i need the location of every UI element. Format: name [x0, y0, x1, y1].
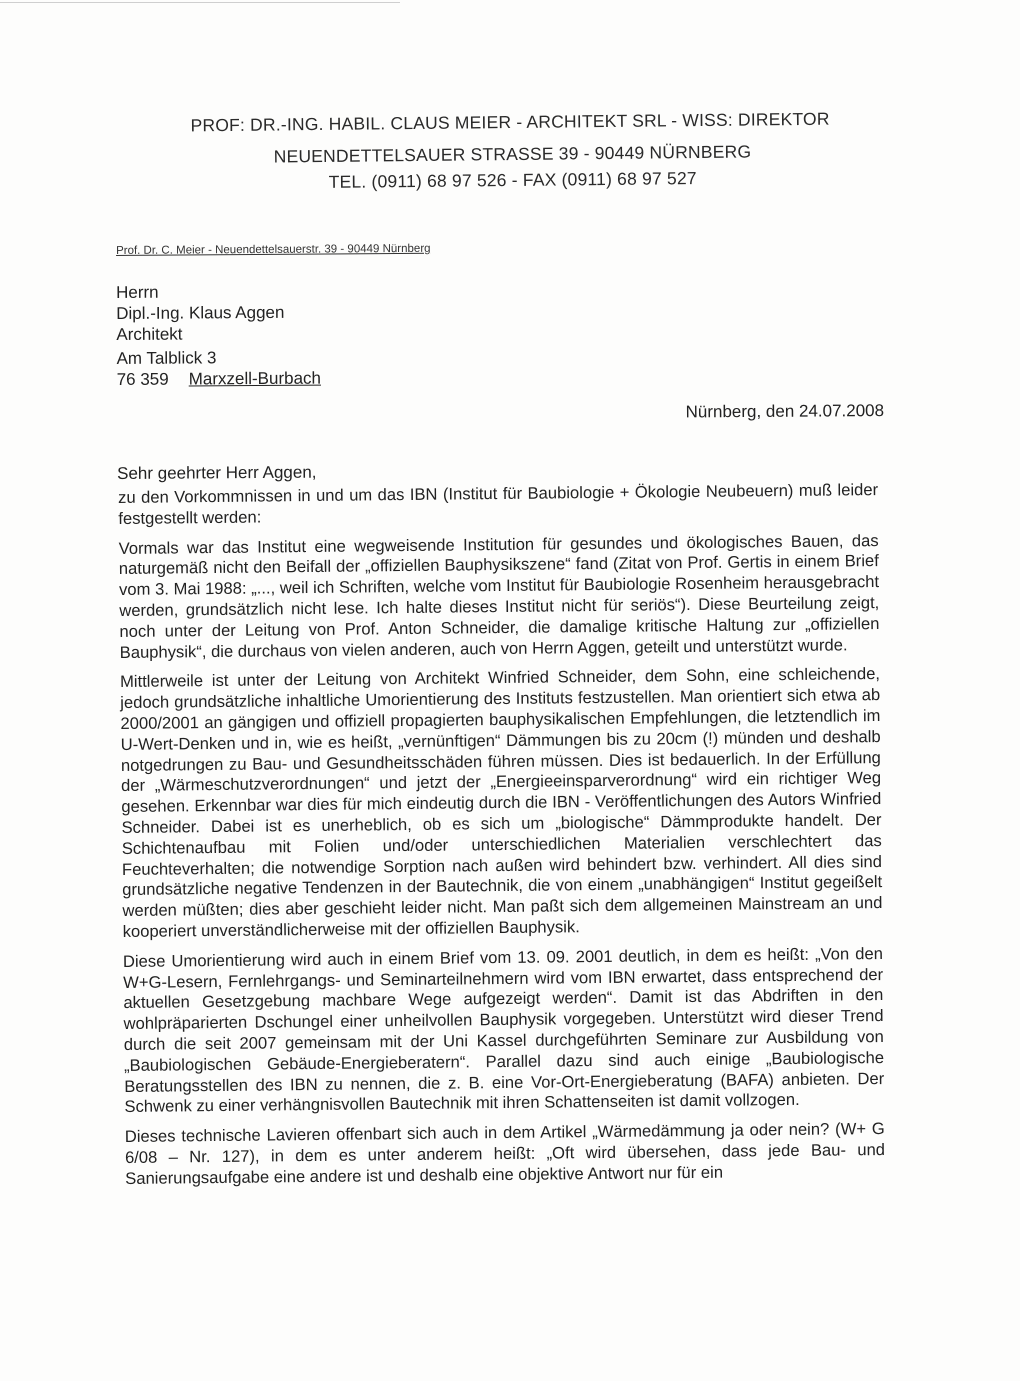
body-paragraph-intro: zu den Vorkommnissen in und um das IBN (Institut für Baubiologie + Ökologie Neubeuern) muß leider festgestellt werden: [118, 480, 879, 528]
scan-edge-line [0, 2, 400, 3]
body-paragraph-reorientation: Mittlerweile ist unter der Leitung von Architekt Winfried Schneider, dem Sohn, eine schleichende, jedoch grundsätzliche inhaltliche Umorientierung des Instituts festzustellen. Man orientiert sich etwa ab 2000/2001 an gängigen und offiziell propagierten bauphysikalischen Empfehlungen, die letztendlich im U-Wert-Denken und in, wie es heißt, „vernünftigen“ Dämmungen bis zu 20cm (!) münden und deshalb notgedrungen zu Bau- und Gesundheitsschäden führen müssen. Dies ist bedauerlich. In der Erfüllung der „Wärmeschutzverordnungen“ und jetzt der „Energieeinsparverordnung“ wird ein richtiger Weg gesehen. Erkennbar war dies für mich eindeutig durch die IBN - Veröffentlichungen des Autors Winfried Schneider. Dabei ist es unerheblich, ob es sich um „biologische“ Dämmprodukte handelt. Der Schichtenaufbau mit Folien und/oder unterschiedlichen Materialien verschlechtert das Feuchteverhalten; die notwendige Sorption nach außen wird behindert bzw. verhindert. All dies sind grundsätzliche negative Tendenzen in der Bautechnik, die von einem „unabhängigen“ Institut gegeißelt werden müßten; dies aber geschieht leider nicht. Man paßt sich dem allgemeinen Mainstream an und kooperiert unverständlicherweise mit der offiziellen Bauphysik. [119, 664, 883, 941]
letterhead-address-line: NEUENDETTELSAUER STRASSE 39 - 90449 NÜRNBERG [273, 141, 752, 167]
recipient-zip: 76 359 [116, 369, 169, 390]
body-paragraph-history: Vormals war das Institut eine wegweisende Institution für gesundes und ökologisches Bauen, das naturgemäß nicht den Beifall der „offiziellen Bauphysikszene“ fand (Zitat von Prof. Gertis in einem Brief vom 3. Mai 1988: „..., weil ich Schriften, welche vom Institut für Baubiologie Rosenheim herausgebracht werden, grundsätzlich nicht lese. Ich halte dieses Institut nicht für seriös“). Diese Beurteilung zeigt, noch unter der Leitung von Prof. Anton Schneider, die damalige kritische Haltung zur „offiziellen Bauphysik“, die durchaus von vielen anderen, auch von Herrn Aggen, geteilt und unterstützt wurde. [118, 530, 880, 662]
recipient-street: Am Talblick 3 [116, 348, 217, 369]
letterhead-name-line: PROF: DR.-ING. HABIL. CLAUS MEIER - ARCHITEKT SRL - WISS: DIREKTOR [190, 108, 830, 136]
body-paragraph-article: Dieses technische Lavieren offenbart sich auch in dem Artikel „Wärmedämmung ja oder nein? (W+ G 6/08 – Nr. 127), in dem es unter anderem heißt: „Oft wird übersehen, dass jede Bau- und Sanierungsaufgabe eine andere ist und deshalb eine objektive Antwort nur für ein [124, 1119, 886, 1188]
recipient-city: Marxzell-Burbach [188, 368, 322, 389]
greeting: Sehr geehrter Herr Aggen, [117, 462, 317, 483]
recipient-title: Architekt [116, 324, 183, 344]
letter-body [118, 480, 885, 1198]
sender-return-address: Prof. Dr. C. Meier - Neuendettelsauerstr. 39 - 90449 Nürnberg [116, 242, 431, 257]
recipient-salutation: Herrn [116, 282, 159, 302]
recipient-name: Dipl.-Ing. Klaus Aggen [116, 302, 285, 323]
letterhead [130, 105, 891, 197]
letterhead-phone-line: TEL. (0911) 68 97 526 - FAX (0911) 68 97 527 [328, 168, 697, 192]
recipient-city-line [117, 369, 321, 391]
letter-date: Nürnberg, den 24.07.2008 [685, 401, 885, 422]
recipient-address [116, 282, 321, 391]
body-paragraph-letter-2001: Diese Umorientierung wird auch in einem Brief vom 13. 09. 2001 deutlich, in dem es heißt: „Von den W+G-Lesern, Fernlehrgangs- und Seminarteilnehmern wird vom IBN erwartet, dass entsprechend der aktuellen Gesetzgebung machbare Wege aufgezeigt werden“. Damit ist das Abdriften in den wohlpräparierten Dschungel einer unheilvollen Bauphysik vorgegeben. Unterstützt wird dieser Trend durch die seit 2007 gemeinsam mit der Uni Kassel durchgeführten Seminare zur Ausbildung von „Baubiologischen Gebäude-Energieberatern“. Parallel dazu sind auch einige „Baubiologische Beratungsstellen des IBN zu nennen, die z. B. eine Vor-Ort-Energieberatung (BAFA) anbieten. Der Schwenk zu einer verhängnisvollen Bautechnik mit ihren Schattenseiten ist damit vollzogen. [122, 943, 885, 1117]
